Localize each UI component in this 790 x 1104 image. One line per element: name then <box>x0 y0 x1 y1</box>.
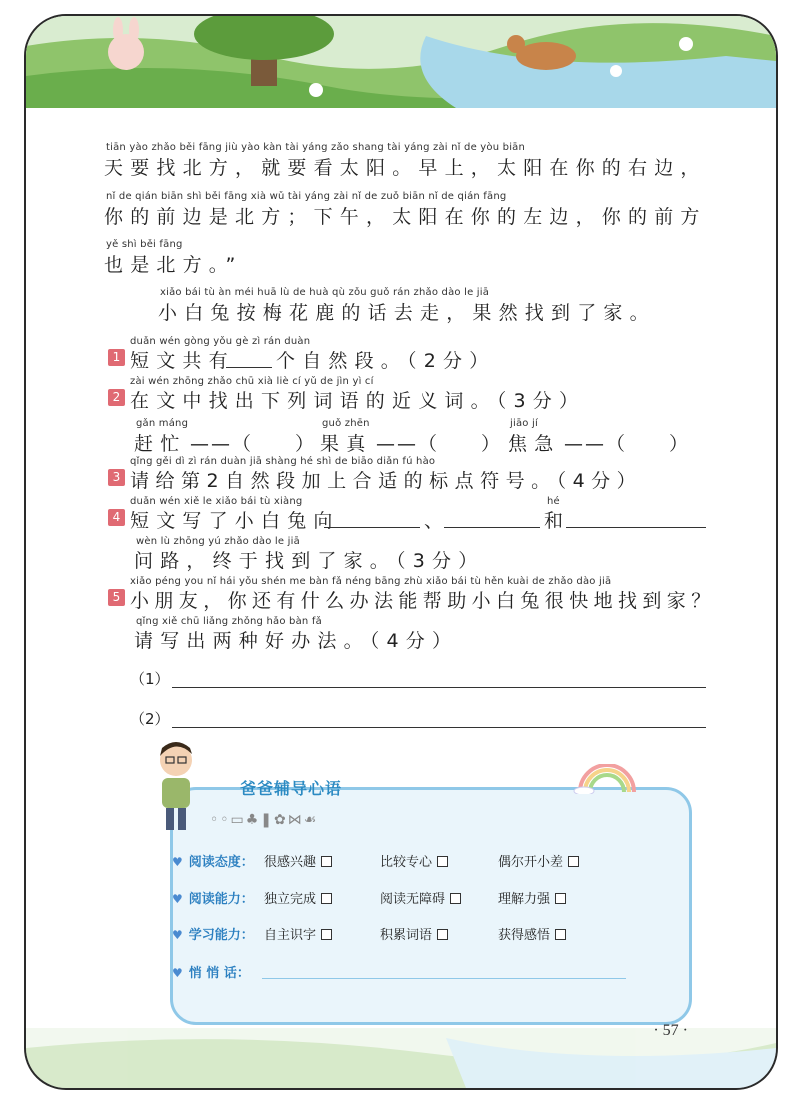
question-text: 短文写了小白兔向 <box>130 510 340 532</box>
checkbox-option[interactable]: 独立完成 <box>264 888 332 907</box>
passage-line: 天要找北方，就要看太阳。早上，太阳在你的右边， <box>104 157 707 179</box>
pinyin-line: qǐng xiě chū liǎng zhǒng hǎo bàn fǎ <box>136 616 322 627</box>
whisper-row <box>172 962 250 981</box>
checkbox-option[interactable]: 比较专心 <box>380 851 448 870</box>
question-text: 请写出两种好办法。（4分） <box>134 630 459 652</box>
answer-blank[interactable] <box>444 526 540 528</box>
eval-row-attitude <box>172 851 254 870</box>
checkbox[interactable] <box>568 856 579 867</box>
question-text: 在文中找出下列词语的近义词。（3分） <box>130 390 586 412</box>
question-text: 请给第2自然段加上合适的标点符号。（4分） <box>130 470 643 492</box>
question-text: 个自然段。（2分） <box>276 350 496 372</box>
pinyin-line: jiāo jí <box>510 418 538 429</box>
workbook-page <box>24 14 778 1090</box>
rainbow-icon <box>572 764 642 794</box>
question-text: 短文共有 <box>130 350 235 372</box>
pinyin-line: zài wén zhōng zhǎo chū xià liè cí yǔ de jìn yì cí <box>130 376 374 387</box>
eval-label: 学习能力： <box>188 928 254 943</box>
dad-character-icon <box>150 738 204 834</box>
checkbox[interactable] <box>321 929 332 940</box>
passage-line: 小白兔按梅花鹿的话去走，果然找到了家。 <box>158 302 656 324</box>
checkbox-option[interactable]: 偶尔开小差 <box>498 851 579 870</box>
checkbox[interactable] <box>437 929 448 940</box>
deer-icon <box>516 42 576 70</box>
answer-parens[interactable]: ——（ ） <box>376 433 503 455</box>
pinyin-line: hé <box>547 496 560 507</box>
answer-label: （2） <box>130 710 170 728</box>
question-number: 3 <box>108 469 125 486</box>
question-number: 2 <box>108 389 125 406</box>
pinyin-line: xiǎo bái tù àn méi huā lù de huà qù zǒu guǒ rán zhǎo dào le jiā <box>160 287 490 298</box>
pinyin-line: yě shì běi fāng <box>106 239 183 250</box>
vocab-word: 赶忙 <box>134 433 187 455</box>
checkbox[interactable] <box>321 856 332 867</box>
question-number: 4 <box>108 509 125 526</box>
answer-parens[interactable]: ——（ ） <box>564 433 691 455</box>
checkbox[interactable] <box>450 893 461 904</box>
answer-label: （1） <box>130 670 170 688</box>
checkbox[interactable] <box>555 893 566 904</box>
passage-line: 也是北方。” <box>104 254 243 276</box>
checkbox[interactable] <box>555 929 566 940</box>
vocab-word: 果真 <box>320 433 373 455</box>
pinyin-line: nǐ de qián biān shì běi fāng xià wǔ tài yáng zài nǐ de zuǒ biān nǐ de qián fāng <box>106 191 507 202</box>
page-number: · 57 · <box>653 1022 688 1039</box>
answer-line[interactable] <box>172 726 706 728</box>
question-number: 1 <box>108 349 125 366</box>
pinyin-line: wèn lù zhōng yú zhǎo dào le jiā <box>136 536 300 547</box>
question-text: 和 <box>544 510 571 532</box>
checkbox-option[interactable]: 获得感悟 <box>498 924 566 943</box>
rabbit-icon <box>108 34 144 70</box>
checkbox-option[interactable]: 积累词语 <box>380 924 448 943</box>
heart-icon: ♥ <box>172 928 183 942</box>
question-text: 问路，终于找到了家。（3分） <box>134 550 485 572</box>
eval-row-learning <box>172 924 254 943</box>
checkbox-option[interactable]: 很感兴趣 <box>264 851 332 870</box>
passage-line: 你的前边是北方；下午，太阳在你的左边，你的前方 <box>104 206 707 228</box>
answer-parens[interactable]: ——（ ） <box>190 433 317 455</box>
heart-icon: ♥ <box>172 855 183 869</box>
pinyin-line: tiān yào zhǎo běi fāng jiù yào kàn tài yáng zǎo shang tài yáng zài nǐ de yòu biān <box>106 142 526 153</box>
question-text: 小朋友，你还有什么办法能帮助小白兔很快地找到家？ <box>130 590 716 612</box>
heart-icon: ♥ <box>172 966 183 980</box>
checkbox-option[interactable]: 自主识字 <box>264 924 332 943</box>
pinyin-line: duǎn wén xiě le xiǎo bái tù xiàng <box>130 496 303 507</box>
whisper-label: 悄 悄 话： <box>188 966 250 981</box>
coaching-title: 爸爸辅导心语 <box>240 779 343 798</box>
pinyin-line: qǐng gěi dì zì rán duàn jiā shàng hé shì de biāo diǎn fú hào <box>130 456 436 467</box>
eval-row-ability <box>172 888 254 907</box>
pinyin-line: duǎn wén gòng yǒu gè zì rán duàn <box>130 336 311 347</box>
answer-blank[interactable] <box>566 526 706 528</box>
checkbox[interactable] <box>321 893 332 904</box>
heart-icon: ♥ <box>172 892 183 906</box>
pinyin-line: guǒ zhēn <box>322 418 370 429</box>
checkbox[interactable] <box>437 856 448 867</box>
pinyin-line: xiǎo péng you nǐ hái yǒu shén me bàn fǎ néng bāng zhù xiǎo bái tù hěn kuài de zhǎo dào jiā <box>130 576 612 587</box>
decorative-icons: ◦◦▭♣❚✿⋈☙ <box>210 812 319 828</box>
separator: 、 <box>424 510 451 532</box>
vocab-word: 焦急 <box>508 433 561 455</box>
pinyin-line: gǎn máng <box>136 418 189 429</box>
checkbox-option[interactable]: 理解力强 <box>498 888 566 907</box>
answer-blank[interactable] <box>226 366 272 368</box>
whisper-input-line[interactable] <box>262 978 626 979</box>
checkbox-option[interactable]: 阅读无障碍 <box>380 888 461 907</box>
eval-label: 阅读态度： <box>188 855 254 870</box>
illustration-banner <box>26 16 776 108</box>
answer-line[interactable] <box>172 686 706 688</box>
question-number: 5 <box>108 589 125 606</box>
eval-label: 阅读能力： <box>188 892 254 907</box>
answer-blank[interactable] <box>324 526 420 528</box>
